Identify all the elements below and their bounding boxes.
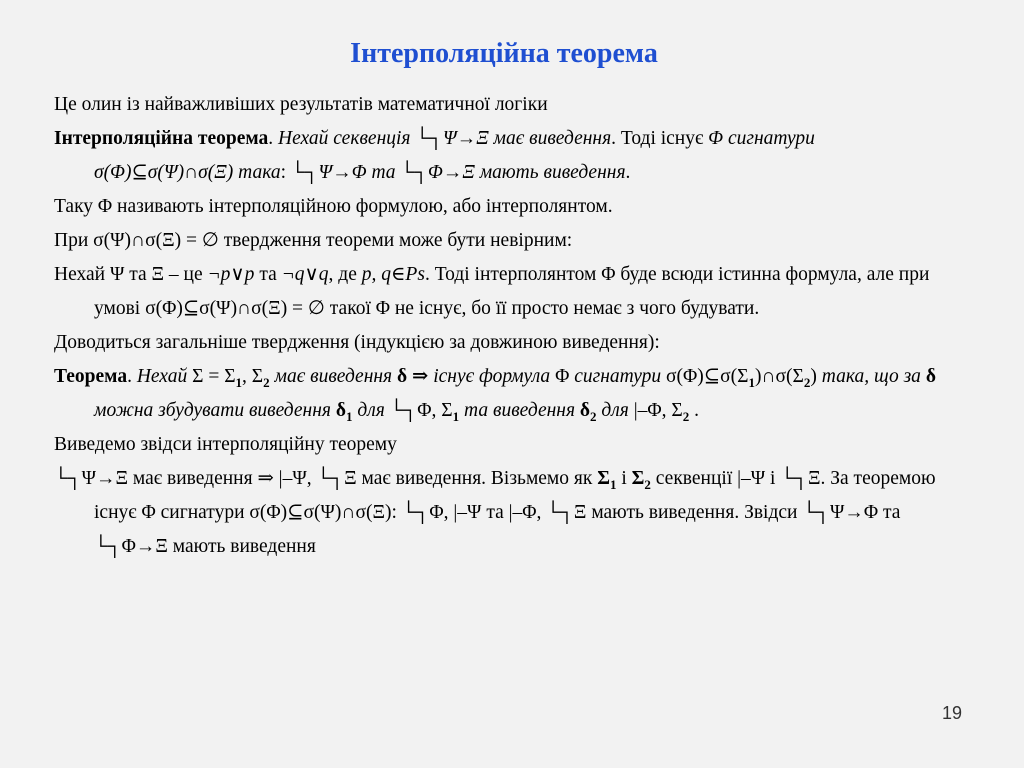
text: та виведення: [459, 400, 580, 421]
formula: )∩σ(Σ: [754, 366, 804, 387]
text: .: [625, 162, 631, 183]
subscript: 2: [644, 476, 651, 492]
text: для: [352, 400, 390, 421]
text: . Тоді існує: [611, 128, 709, 149]
subscript: 2: [803, 374, 811, 390]
text: секвенції |–Ψ і └┐Ξ. За теоремою існує Φ сигнатури σ(Φ)⊆σ(Ψ)∩σ(Ξ): └┐Φ, |–Ψ та |–Φ, └┐Ξ мають виведення. Звідси └┐Ψ→Φ та └┐Φ→Ξ мають виведення: [94, 468, 936, 557]
subscript: 2: [682, 408, 690, 424]
subscript: 1: [345, 408, 353, 424]
paragraph-example: [54, 258, 954, 326]
formula: δ: [335, 400, 346, 421]
formula: ¬q∨q: [281, 264, 329, 285]
text: існує формула: [433, 366, 556, 387]
theorem-label: Інтерполяційна теорема: [54, 128, 269, 149]
text: Нехай: [136, 366, 193, 387]
subscript: 1: [452, 408, 460, 424]
formula: δ: [925, 366, 936, 387]
slide-title: Інтерполяційна теорема: [350, 38, 658, 69]
paragraph-intro: Це олин із найважливіших результатів математичної логіки: [54, 94, 548, 115]
text: Нехай секвенція: [278, 128, 416, 149]
paragraph-derivation: [54, 462, 954, 564]
paragraph-counter-condition: При σ(Ψ)∩σ(Ξ) = ∅ твердження теореми може бути невірним:: [54, 230, 573, 251]
formula: , Σ: [242, 366, 264, 387]
subscript: 1: [748, 374, 755, 390]
subscript: 2: [590, 408, 597, 424]
formula: δ: [579, 400, 591, 421]
formula: Φ: [708, 128, 728, 149]
text: . Тоді інтерполянтом Φ буде всюди істинна формула, але при умові σ(Φ)⊆σ(Ψ)∩σ(Ξ) = ∅ такої Φ не існує, бо її просто немає з чого будувати.: [94, 264, 930, 319]
subscript: 2: [263, 374, 270, 390]
paragraph-generalization: Доводиться загальніше твердження (індукцією за довжиною виведення):: [54, 332, 660, 353]
formula: Σ: [597, 468, 610, 489]
text: сигнатури σ(Φ)⊆σ(Ψ)∩σ(Ξ) така: [94, 128, 815, 183]
text: для: [596, 400, 634, 421]
text: .: [689, 400, 699, 421]
text: .: [127, 366, 137, 387]
text: Нехай Ψ та Ξ – це: [54, 264, 208, 285]
formula: |–Φ, Σ: [633, 400, 683, 421]
subscript: 1: [609, 476, 617, 492]
formula: σ(Φ)⊆σ(Σ: [666, 366, 749, 387]
text: :: [280, 162, 291, 183]
formula: δ ⇒: [397, 366, 434, 387]
formula: p, q∈Ps: [361, 264, 425, 285]
text: сигнатури: [574, 366, 667, 387]
text: така, що за: [821, 366, 926, 387]
text: .: [268, 128, 279, 149]
formula: ): [810, 366, 822, 387]
paragraph-derivation-intro: Виведемо звідси інтерполяційну теорему: [54, 434, 397, 455]
formula: └┐Ψ→Ξ має виведення: [415, 128, 612, 149]
theorem-label: Теорема: [54, 366, 128, 387]
paragraph-theorem-statement: [54, 122, 954, 190]
formula: ¬p∨p: [207, 264, 255, 285]
text: та: [254, 264, 282, 285]
text: можна збудувати виведення: [94, 400, 336, 421]
formula: └┐Ψ→Φ та └┐Φ→Ξ мають виведення: [290, 162, 626, 183]
formula: Σ = Σ: [192, 366, 236, 387]
text: └┐Ψ→Ξ має виведення ⇒ |–Ψ, └┐Ξ має виведення. Візьмемо як: [54, 468, 598, 489]
subscript: 1: [235, 374, 243, 390]
formula: Σ: [631, 468, 645, 489]
page-number: 19: [941, 703, 962, 723]
formula: Φ: [555, 366, 575, 387]
paragraph-definition: Таку Φ називають інтерполяційною формулою, або інтерполянтом.: [54, 196, 613, 217]
text: і: [616, 468, 632, 489]
paragraph-general-theorem: [54, 360, 954, 428]
formula: └┐Φ, Σ: [389, 400, 453, 421]
text: має виведення: [269, 366, 397, 387]
slide-body: [54, 88, 954, 564]
text: , де: [328, 264, 362, 285]
